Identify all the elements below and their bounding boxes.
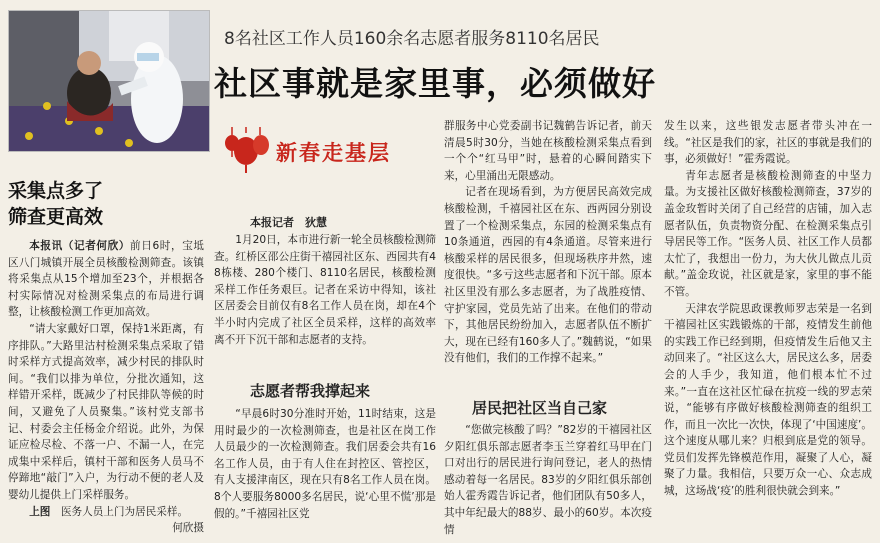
banner: [224, 127, 410, 177]
column-2-top: [444, 118, 652, 367]
col1-paragraph-1: 1月20日，本市进行新一轮全员核酸检测筛查。红桥区邵公庄街干禧园社区东、西园共有48栋楼、280个楼门、8110名居民，核酸检测采样工作任务艰巨。记者在采访中得知，该社区居委会目前仅有8名工作人员在岗，却在4个半小时内完成了社区全员采样，这样的高效率离不开下沉干部和志愿者的支持。: [214, 234, 436, 346]
left-story-body: [8, 238, 204, 536]
column-1-bottom: [214, 406, 436, 522]
left-paragraph-2: “请大家戴好口罩，保持1米距离，有序排队。”大路里沽村检测采集点采取了错时采样方式提高效率，减少村民的排队时间。“我们以排为单位，分批次通知，这样错开采样，既减少了村民排队等候的时间，又避免了人员聚集。”该村党支部书记、村委会主任杨金介绍说。此外，为保证应检尽检、不落一户、不漏一人，在完成集中采样后，镇村干部和医务人员马不停蹄地“敲门”入户，为行动不便的老人及婴幼儿提供上门采样服务。: [8, 322, 204, 501]
col2-paragraph-3: “您做完核酸了吗？”82岁的干禧园社区夕阳红俱乐部志愿者李玉兰穿着红马甲在门口对出行的居民进行询问登记，老人的热情感动着每一名居民。83岁的夕阳红俱乐部创始人霍秀霞告诉记者，他们团队有50多人，其中年纪最大的88岁、最小的60岁。本次疫情: [444, 424, 652, 536]
photo-medical-worker: [9, 11, 209, 151]
col3-paragraph-1: 发生以来，这些银发志愿者带头冲在一线。“社区是我们的家，社区的事就是我们的事，必须做好！”霍秀霞说。: [664, 120, 872, 166]
news-photo: [8, 10, 210, 152]
left-headline-line2: 筛查更高效: [8, 206, 104, 228]
headline: 社区事就是家里事，必须做好: [214, 64, 656, 103]
column-3: [664, 118, 872, 500]
column-2-bottom: [444, 422, 652, 538]
banner-text: 新春走基层: [276, 140, 391, 165]
left-paragraph-1: 本报讯（记者何欣）前日6时，宝坻区八门城镇开展全员核酸检测筛查。该镇将采集点从15个增加至23个，并根据各村实际情况对检测采集点的布局进行调整，让核酸检测工作更加高效。: [8, 240, 204, 319]
photo-caption: 上图 医务人员上门为居民采样。: [29, 505, 189, 518]
left-story-headline: [8, 178, 208, 230]
col1-paragraph-2: “早晨6时30分准时开始，11时结束，这是用时最少的一次检测筛查，也是社区在岗工作人员最少的一次检测筛查。我们居委会共有16名工作人员，由于有人住在封控区、管控区，有人支援津南区，现在只有8名工作人员在岗。8个人要服务8000多名居民，说‘心里不慌’那是假的。”千禧园社区党: [214, 408, 436, 520]
photo-credit: 何欣摄: [172, 521, 204, 534]
col2-paragraph-1: 群服务中心党委副书记魏鹤告诉记者，前天清晨5时30分，当她在核酸检测采集点看到一个个“红马甲”时，悬着的心瞬间踏实下来，心里涌出无限感动。: [444, 120, 652, 182]
col3-paragraph-3: 天津农学院思政课教师罗志荣是一名到干禧园社区实践锻炼的干部，疫情发生前他的实践工作已经到期，但疫情发生后他又主动回来了。“社区这么大，居民这么多，居委会的人手少，我知道，他们根本忙不过来。”一直在这社区忙碌在抗疫一线的罗志荣说，“能够有序做好核酸检测筛查的组织工作，而且一次比一次快，体现了‘中国速度’。这个速度从哪儿来？归根到底是党的领导。党员们发挥先锋模范作用，凝聚了人心，凝聚了力量。我相信，只要万众一心、众志成城，这场战‘疫’的胜利很快就会到来。”: [664, 302, 873, 498]
col2-paragraph-2: 记者在现场看到，为方便居民高效完成核酸检测，千禧园社区在东、西两园分别设置了一个检测采集点，东园的检测采集点有10条通道，西园的有4条通道。尽管来进行核酸采样的居民很多，但现场秩序井然，速度很快。“多亏这些志愿者和下沉干部。原本社区里没有那么多志愿者，为了战胜疫情、守护家园，党员先站了出来。在他们的带动下，其他居民纷纷加入，志愿者队伍不断扩大，现在已经有160多人了。”魏鹤说，“如果没有他们，我们的工作撑不起来。”: [444, 186, 652, 365]
left-lead: 本报讯（记者何欣）: [29, 240, 131, 252]
column-1-top: [214, 232, 436, 348]
subhead-residents: 居民把社区当自己家: [472, 399, 608, 417]
lantern-icon: [224, 127, 276, 177]
subhead-volunteers: 志愿者帮我撑起来: [250, 382, 371, 400]
byline: 本报记者 狄慧: [250, 216, 327, 229]
kicker: 8名社区工作人员160余名志愿者服务8110名居民: [224, 29, 600, 49]
col3-paragraph-2: 青年志愿者是核酸检测筛查的中坚力量。为支援社区做好核酸检测筛查，37岁的盖金玫暂时关闭了自己经营的店铺，加入志愿者队伍，负责物资分配、在检测采集点引导居民等工作。“医务人员、社区工作人员都太忙了，我想出一份力，为大伙儿做点儿贡献。”盖金玫说，社区就是家，家里的事不能不管。: [664, 169, 872, 298]
left-headline-line1: 采集点多了: [8, 180, 104, 202]
